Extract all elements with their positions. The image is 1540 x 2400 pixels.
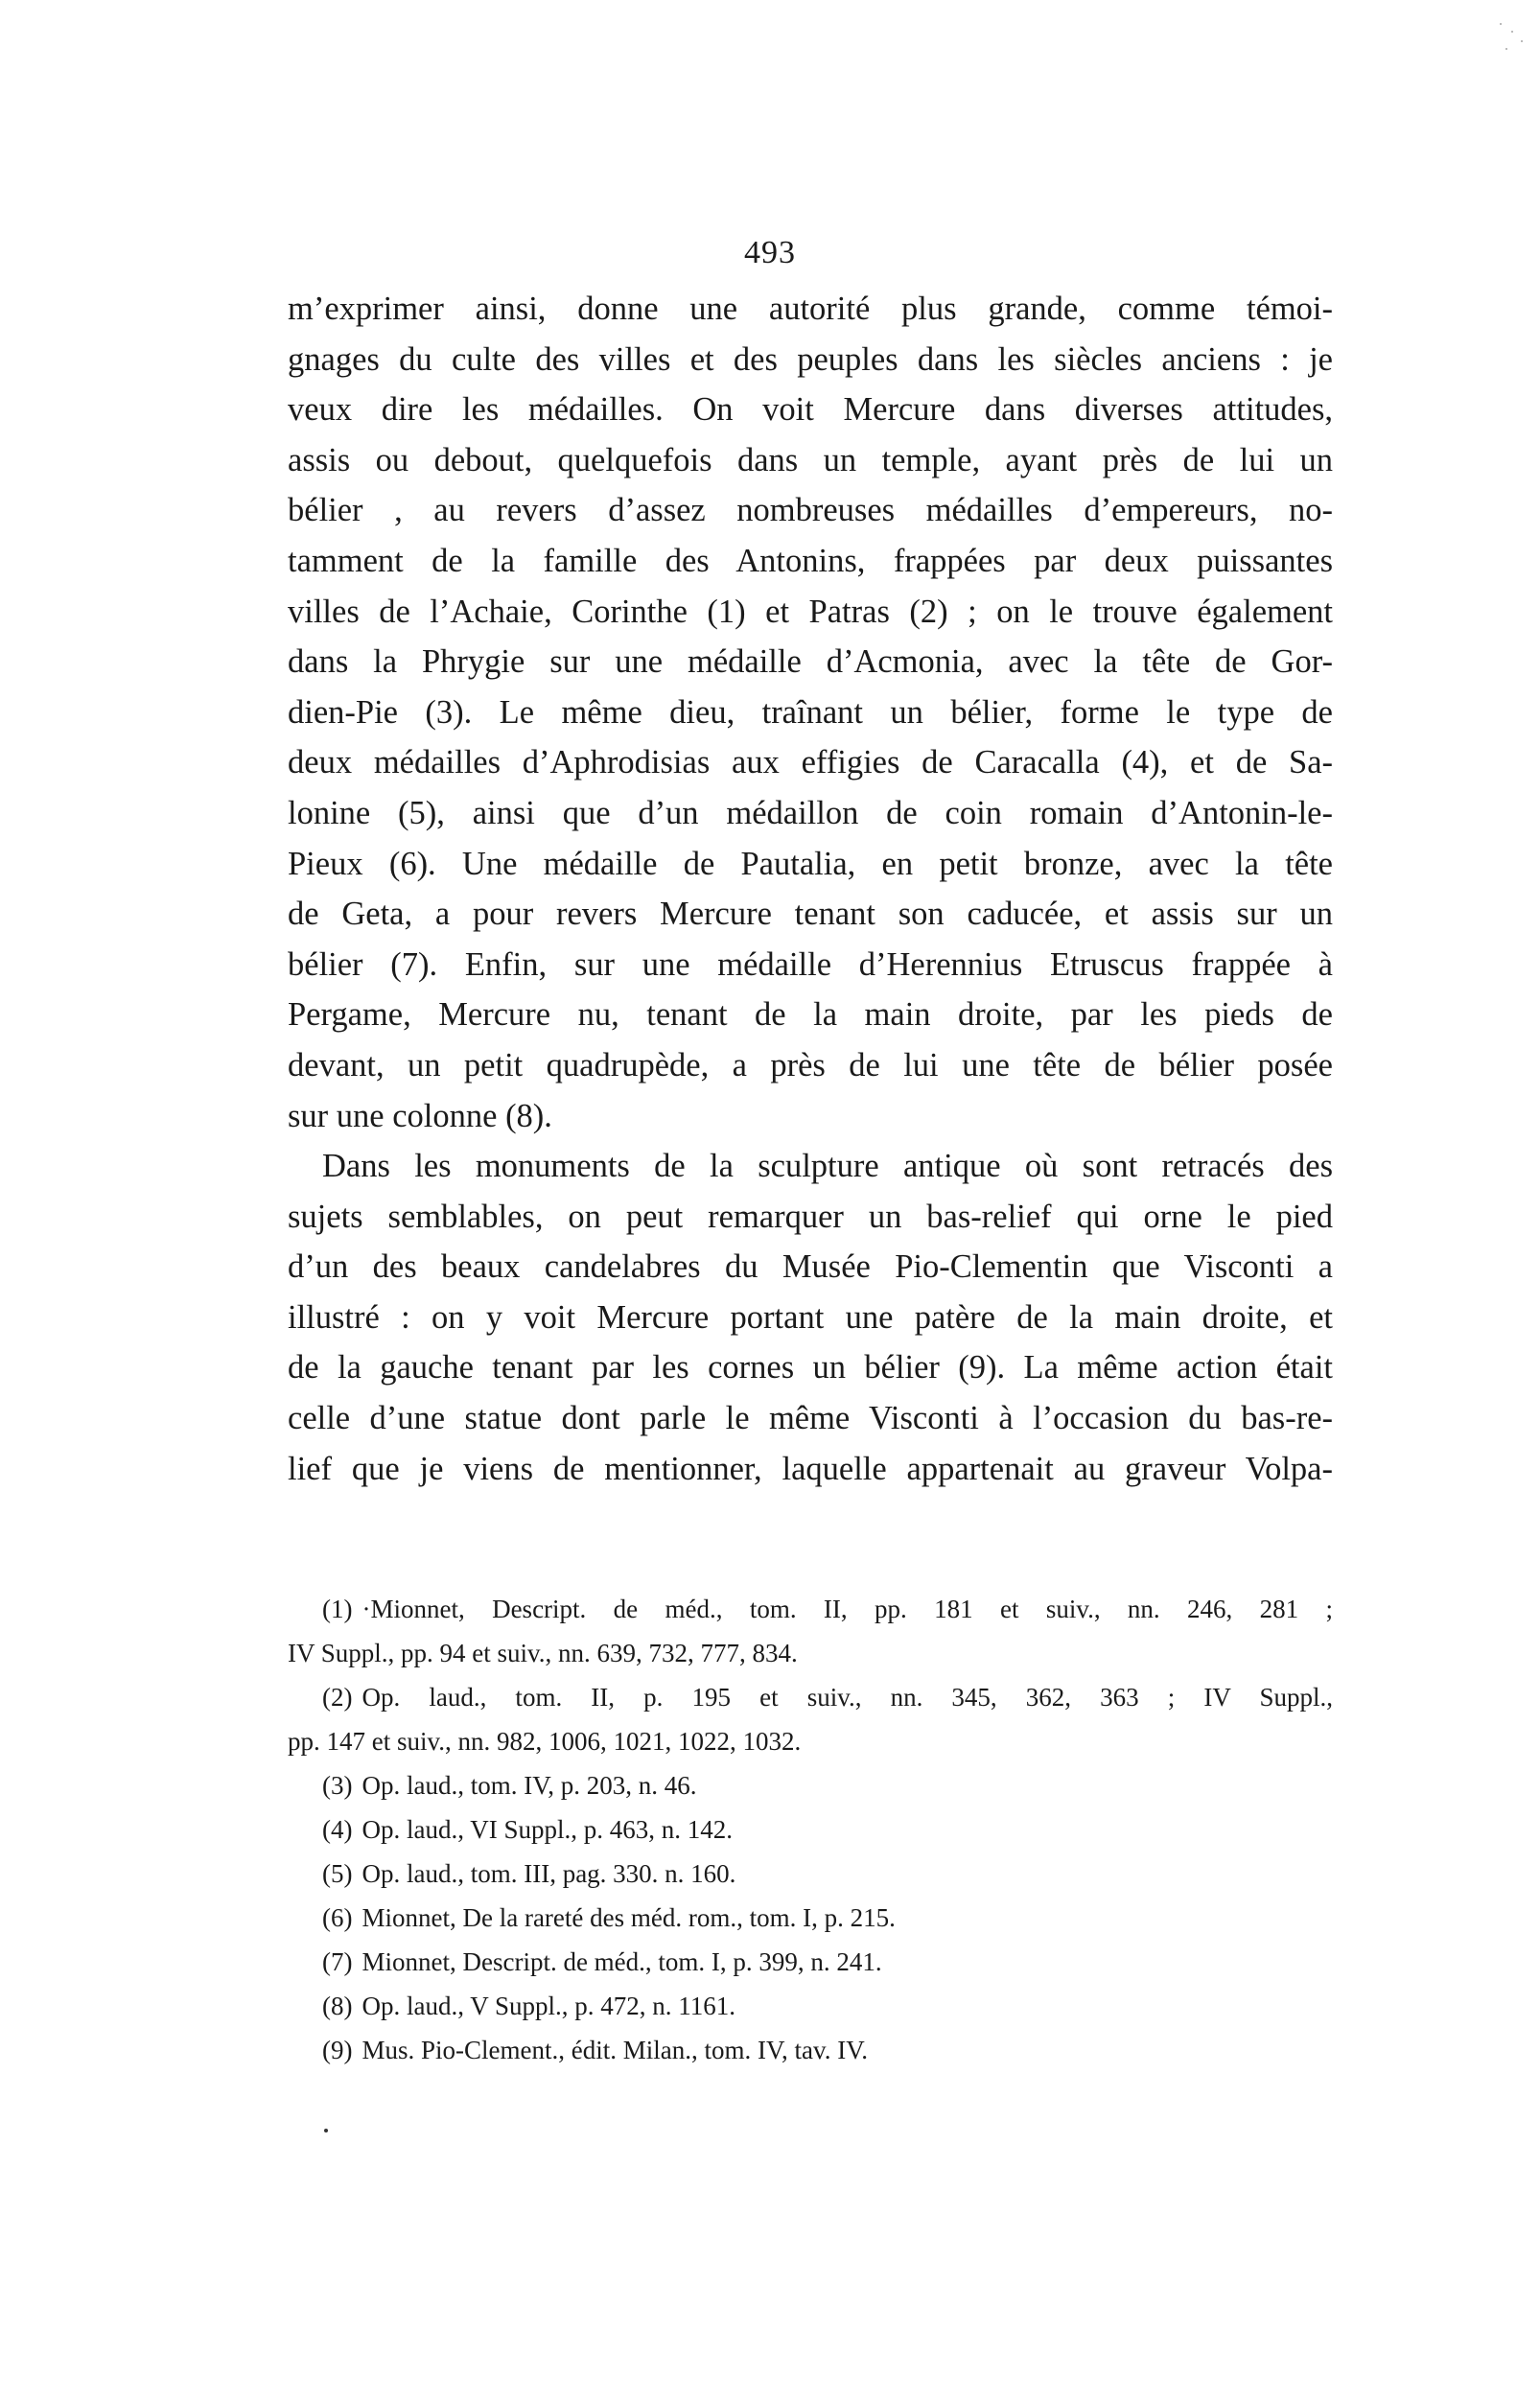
footnote-9 — [288, 2028, 1333, 2072]
text-line: assis ou debout, quelquefois dans un temple, ayant près de lui un — [288, 441, 1333, 478]
footnote-2 — [288, 1675, 1333, 1763]
text-line: dien-Pie (3). Le même dieu, traînant un bélier, forme le type de — [288, 693, 1333, 731]
text-line: sujets semblables, on peut remarquer un bas-relief qui orne le pied — [288, 1198, 1333, 1235]
footnote-text: Op. laud., VI Suppl., p. 463, n. 142. — [362, 1815, 733, 1844]
footnote-3 — [288, 1763, 1333, 1807]
footnote-text: Op. laud., tom. IV, p. 203, n. 46. — [362, 1771, 697, 1800]
footnote-text: ·Mionnet, Descript. de méd., tom. II, pp. 181 et suiv., nn. 246, 281 ; — [362, 1595, 1333, 1623]
footnote-6 — [288, 1896, 1333, 1940]
text-line: m’exprimer ainsi, donne une autorité plus grande, comme témoi- — [288, 291, 1333, 327]
text-line: dans la Phrygie sur une médaille d’Acmonia, avec la tête de Gor- — [288, 643, 1333, 681]
footnote-marker: (4) — [322, 1815, 353, 1844]
text-line: veux dire les médailles. On voit Mercure dans diverses attitudes, — [288, 391, 1333, 429]
footnote-marker: (9) — [322, 2036, 353, 2064]
text-line: Pergame, Mercure nu, tenant de la main droite, par les pieds de — [288, 996, 1333, 1034]
footnote-marker: (7) — [322, 1947, 353, 1976]
footnote-text: Mus. Pio-Clement., édit. Milan., tom. IV, tav. IV. — [362, 2036, 868, 2064]
main-text — [288, 284, 1333, 1494]
text-line: lief que je viens de mentionner, laquelle appartenait au graveur Volpa- — [288, 1450, 1333, 1487]
footnotes — [288, 1587, 1333, 2072]
footnote-5 — [288, 1852, 1333, 1896]
text-line: deux médailles d’Aphrodisias aux effigies de Caracalla (4), et de Sa- — [288, 744, 1333, 781]
text-line: bélier , au revers d’assez nombreuses médailles d’empereurs, no- — [288, 492, 1333, 529]
footnote-marker: (5) — [322, 1859, 353, 1888]
text-line: de Geta, a pour revers Mercure tenant son caducée, et assis sur un — [288, 896, 1333, 933]
text-line: sur une colonne (8). — [288, 1097, 552, 1134]
footnote-marker: (2) — [322, 1683, 353, 1712]
text-line: gnages du culte des villes et des peuples dans les siècles anciens : je — [288, 340, 1333, 378]
text-line: Pieux (6). Une médaille de Pautalia, en petit bronze, avec la tête — [288, 845, 1333, 882]
text-line: villes de l’Achaie, Corinthe (1) et Patras (2) ; on le trouve également — [288, 593, 1333, 630]
footnote-text: Mionnet, Descript. de méd., tom. I, p. 399, n. 241. — [362, 1947, 882, 1976]
page-number: 493 — [744, 235, 796, 270]
footnote-text: IV Suppl., pp. 94 et suiv., nn. 639, 732, 777, 834. — [288, 1639, 798, 1667]
paragraph-2 — [288, 1141, 1333, 1494]
paragraph-1 — [288, 284, 1333, 1141]
footnote-8 — [288, 1984, 1333, 2028]
text-line: celle d’une statue dont parle le même Visconti à l’occasion du bas-re- — [288, 1400, 1333, 1437]
footnote-marker: (1) — [322, 1595, 353, 1623]
footnote-1 — [288, 1587, 1333, 1675]
text-line: illustré : on y voit Mercure portant une patère de la main droite, et — [288, 1298, 1333, 1336]
footnote-4 — [288, 1807, 1333, 1852]
text-line: de la gauche tenant par les cornes un bélier (9). La même action était — [288, 1349, 1333, 1386]
footnote-7 — [288, 1940, 1333, 1984]
footnote-text: Mionnet, De la rareté des méd. rom., tom. I, p. 215. — [362, 1903, 896, 1932]
corner-specks — [1498, 19, 1527, 58]
ink-speck — [324, 2129, 328, 2132]
text-line: lonine (5), ainsi que d’un médaillon de coin romain d’Antonin-le- — [288, 794, 1333, 831]
footnote-text: Op. laud., tom. III, pag. 330. n. 160. — [362, 1859, 736, 1888]
text-line: devant, un petit quadrupède, a près de lui une tête de bélier posée — [288, 1046, 1333, 1083]
footnote-marker: (8) — [322, 1992, 353, 2020]
text-line: Dans les monuments de la sculpture antique où sont retracés des — [322, 1148, 1333, 1185]
text-line: bélier (7). Enfin, sur une médaille d’Herennius Etruscus frappée à — [288, 945, 1333, 983]
footnote-marker: (6) — [322, 1903, 353, 1932]
footnote-text: Op. laud., V Suppl., p. 472, n. 1161. — [362, 1992, 736, 2020]
text-line: tamment de la famille des Antonins, frappées par deux puissantes — [288, 542, 1333, 579]
footnote-text: Op. laud., tom. II, p. 195 et suiv., nn. 345, 362, 363 ; IV Suppl., — [362, 1683, 1333, 1712]
footnote-marker: (3) — [322, 1771, 353, 1800]
text-line: d’un des beaux candelabres du Musée Pio-Clementin que Visconti a — [288, 1248, 1333, 1286]
footnote-text: pp. 147 et suiv., nn. 982, 1006, 1021, 1022, 1032. — [288, 1727, 802, 1756]
